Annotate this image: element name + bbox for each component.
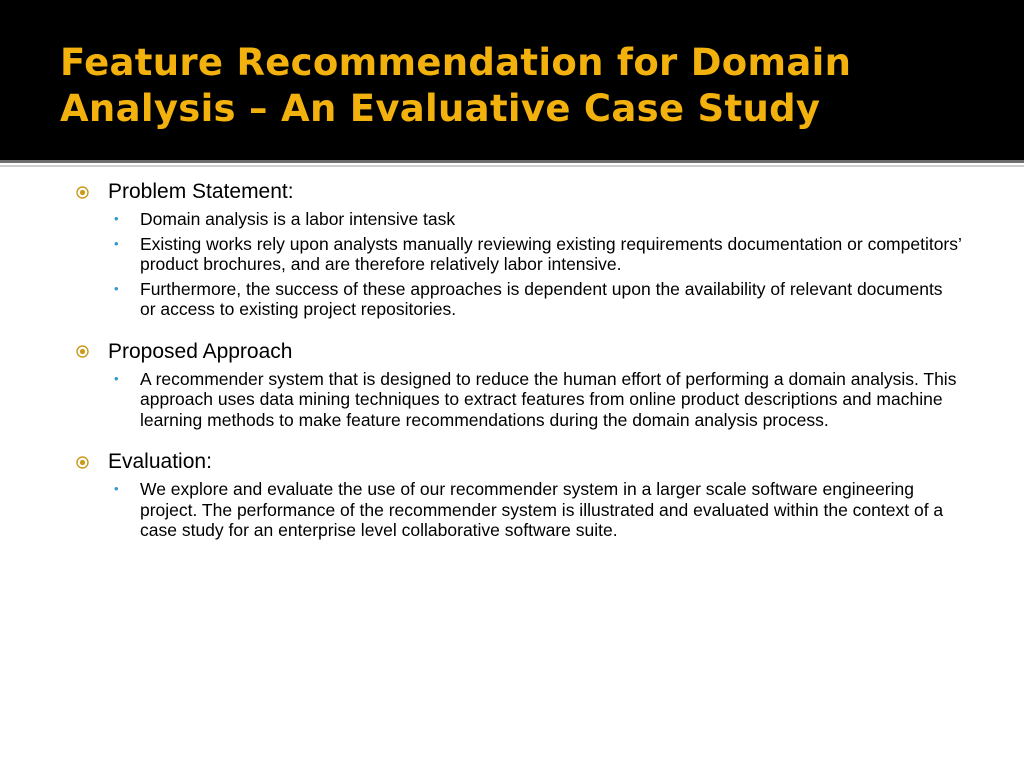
dot-bullet-icon: • [114, 211, 119, 226]
title-divider-light [0, 165, 1024, 167]
title-bar [0, 0, 1024, 160]
target-bullet-icon [76, 345, 89, 358]
list-item-text: Existing works rely upon analysts manually reviewing existing requirements documentation or competitors’ product brochures, and are therefore relatively labor intensive. [140, 233, 962, 274]
section-heading-row [72, 338, 962, 366]
list-item-text: We explore and evaluate the use of our recommender system in a larger scale software engineering project. The performance of the recommender system is illustrated and evaluated within the context of a case study for an enterprise level collaborative software suite. [140, 479, 944, 540]
title-divider [0, 160, 1024, 163]
list-item-text: Domain analysis is a labor intensive task [140, 209, 456, 229]
section-problem-statement [72, 178, 962, 320]
slide-title: Feature Recommendation for Domain Analysis – An Evaluative Case Study [60, 41, 852, 130]
dot-bullet-icon: • [114, 370, 119, 386]
dot-bullet-icon: • [114, 235, 119, 251]
section-heading-row [72, 178, 962, 206]
slide-body [72, 178, 962, 559]
list-item [114, 209, 962, 230]
sub-bullet-list [72, 369, 962, 431]
list-item-text: A recommender system that is designed to reduce the human effort of performing a domain analysis. This approach uses data mining techniques to extract features from online product descriptions and machine learning methods to make feature recommendations during the domain analysis process. [140, 368, 957, 430]
section-proposed-approach [72, 338, 962, 431]
sub-bullet-list [72, 209, 962, 320]
list-item [114, 368, 962, 431]
list-item [114, 278, 962, 320]
list-item [114, 479, 962, 541]
section-heading-row [72, 448, 962, 476]
list-item [114, 233, 962, 275]
dot-bullet-icon: • [114, 280, 119, 296]
sub-bullet-list [72, 479, 962, 541]
dot-bullet-icon: • [114, 481, 119, 496]
target-bullet-icon [76, 456, 89, 469]
section-heading: Problem Statement: [108, 180, 294, 203]
target-bullet-icon [76, 186, 89, 199]
list-item-text: Furthermore, the success of these approaches is dependent upon the availability of relevant documents or access to existing project repositories. [140, 278, 943, 319]
section-heading: Evaluation: [108, 450, 212, 473]
section-evaluation [72, 448, 962, 541]
section-heading: Proposed Approach [108, 339, 293, 363]
